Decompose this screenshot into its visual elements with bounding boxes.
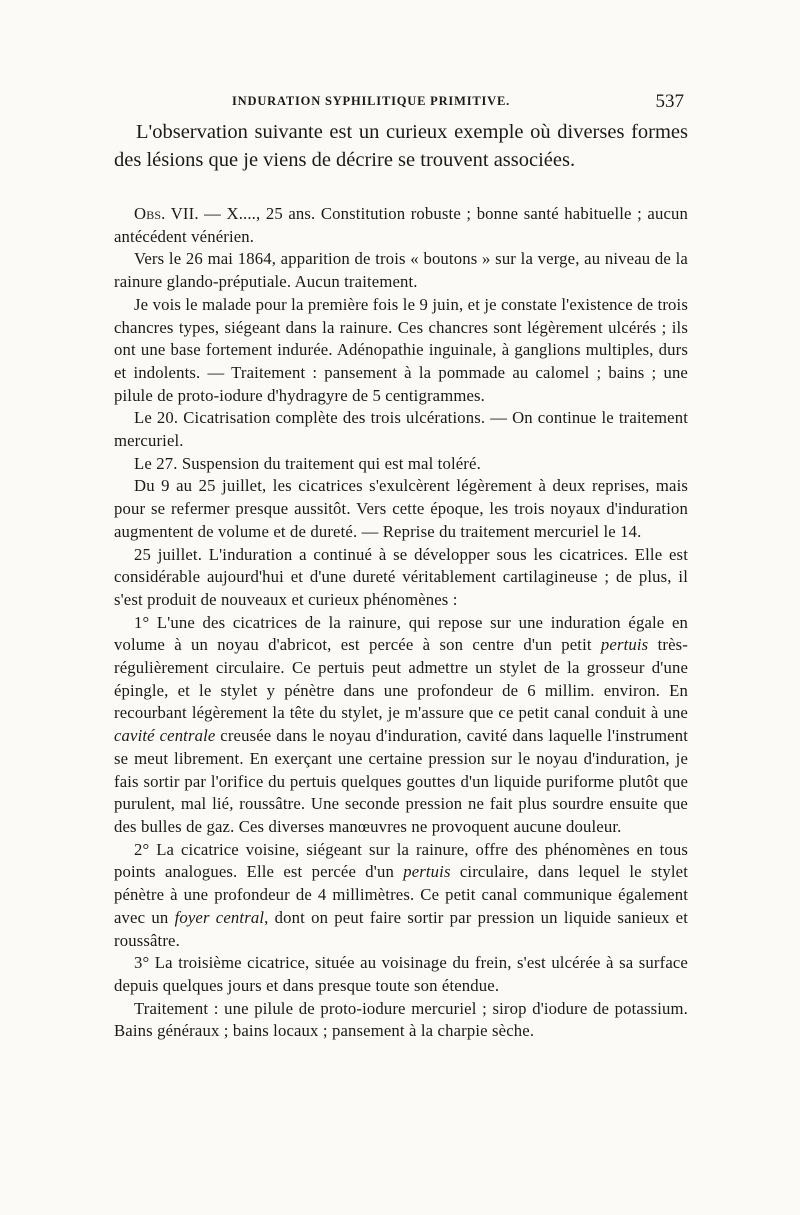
obs-paragraph-1-text: — X...., 25 ans. Constitution robuste ; bonne santé habituelle ; aucun antécédent vénérien.	[114, 204, 688, 246]
obs-paragraph-1	[114, 203, 688, 248]
obs-paragraph-4: Le 20. Cicatrisation complète des trois ulcérations. — On continue le traitement mercuriel.	[114, 408, 688, 451]
obs-paragraph-8-part-c: creusée dans le noyau d'induration, cavité dans laquelle l'instrument se meut librement. En exerçant une certaine pression sur le noyau d'induration, je fais sortir par l'orifice du pertuis quelques gouttes d'un liquide puriforme plutôt que purulent, mal lié, roussâtre. Une seconde pression ne fait plus sourdre ensuite que des bulles de gaz. Ces diverses manœuvres ne provoquent aucune douleur.	[114, 726, 688, 836]
obs-paragraph-11: Traitement : une pilule de proto-iodure mercuriel ; sirop d'iodure de potassium. Bains généraux ; bains locaux ; pansement à la charpie sèche.	[114, 998, 688, 1041]
obs-paragraph-3: Je vois le malade pour la première fois le 9 juin, et je constate l'existence de trois chancres types, siégeant dans la rainure. Ces chancres sont légèrement ulcérés ; ils ont une base fortement indurée. Adénopathie inguinale, à ganglions multiples, durs et indolents. — Traitement : pansement à la pommade au calomel ; bains ; une pilule de proto-iodure d'hydragyre de 5 centigrammes.	[114, 294, 688, 405]
observation-block	[114, 203, 688, 1043]
intro-paragraph: L'observation suivante est un curieux exemple où diverses formes des lésions que je viens de décrire se trouvent associées.	[114, 121, 688, 171]
obs-paragraph-9	[114, 839, 688, 953]
obs-paragraph-9-part-a: 2° La cicatrice voisine, siégeant sur la rainure, offre des phénomènes en tous points analogues. Elle est percée d'un	[114, 839, 688, 882]
page-number: 537	[655, 91, 684, 112]
running-head	[114, 91, 684, 116]
obs-paragraph-2: Vers le 26 mai 1864, apparition de trois « boutons » sur la verge, au niveau de la rainure glando-préputiale. Aucun traitement.	[114, 249, 688, 292]
italic-term-foyer-central: foyer central	[174, 907, 265, 927]
obs-paragraph-9-part-b: circulaire, dans lequel le stylet pénètre à une profondeur de 4 millimètres. Ce petit canal communique également avec un	[114, 862, 688, 927]
italic-term-pertuis-2: pertuis	[403, 862, 451, 882]
obs-paragraph-5: Le 27. Suspension du traitement qui est mal toléré.	[134, 453, 481, 473]
italic-term-cavite-centrale: cavité centrale	[114, 726, 216, 746]
obs-paragraph-8-part-b: très-régulièrement circulaire. Ce pertuis peut admettre un stylet de la grosseur d'une épingle, et le stylet y pénètre dans une profondeur de 6 millim. environ. En recourbant légèrement la tête du stylet, je m'assure que ce petit canal conduit à une	[114, 635, 688, 723]
obs-paragraph-9-part-c: , dont on peut faire sortir par pression un liquide sanieux et roussâtre.	[114, 907, 689, 950]
obs-label: Obs. VII.	[134, 204, 199, 223]
obs-paragraph-7: 25 juillet. L'induration a continué à se développer sous les cicatrices. Elle est considérable aujourd'hui et d'une dureté véritablement cartilagineuse ; de plus, il s'est produit de nouveaux et curieux phénomènes :	[114, 544, 688, 609]
obs-paragraph-8-part-a: 1° L'une des cicatrices de la rainure, qui repose sur une induration égale en volume à un noyau d'abricot, est percée à son centre d'un petit	[114, 612, 688, 655]
obs-paragraph-10: 3° La troisième cicatrice, située au voisinage du frein, s'est ulcérée à sa surface depuis quelques jours et dans presque toute son étendue.	[114, 953, 688, 995]
running-title: INDURATION SYPHILITIQUE PRIMITIVE.	[232, 94, 511, 108]
italic-term-pertuis: pertuis	[600, 635, 649, 655]
obs-paragraph-6: Du 9 au 25 juillet, les cicatrices s'exulcèrent légèrement à deux reprises, mais pour se refermer presque aussitôt. Vers cette époque, les trois noyaux d'induration augmentent de volume et de dureté. — Reprise du traitement mercuriel le 14.	[114, 476, 688, 541]
obs-paragraph-8	[114, 612, 688, 839]
